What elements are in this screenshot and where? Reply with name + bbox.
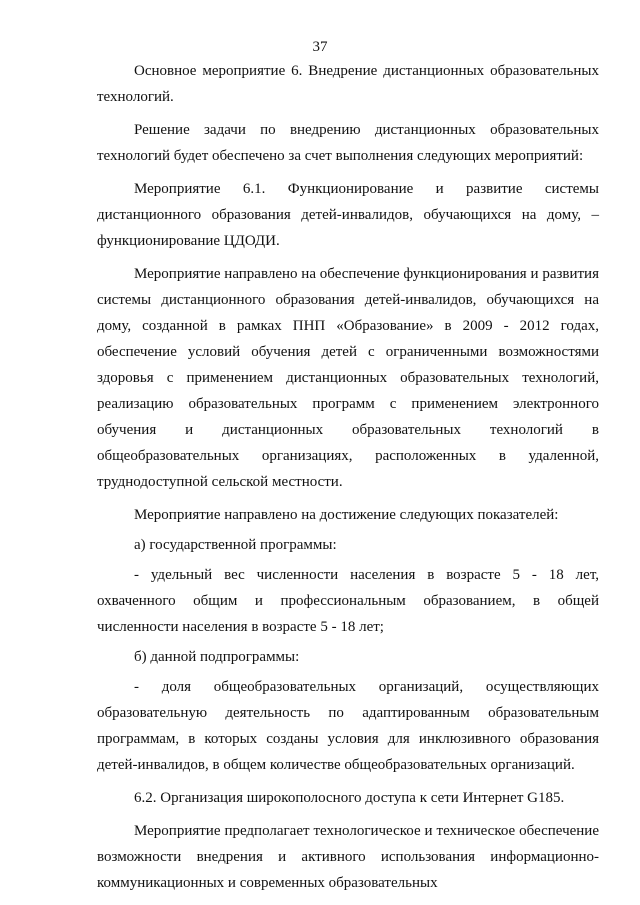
list-item-state-program: а) государственной программы: xyxy=(134,537,337,553)
paragraph-task-solution: Решение задачи по внедрению дистанционных образовательных технологий будет обеспечено за счет выполнения следующих мероприятий: xyxy=(97,122,599,164)
paragraph-activity-6-2: Мероприятие предполагает технологическое и техническое обеспечение возможности внедрения и активного использования информационно-коммуникационных и современных образовательных xyxy=(97,823,599,891)
list-item-subprogram: б) данной подпрограммы: xyxy=(134,649,300,665)
paragraph-activity-6-1: Мероприятие 6.1. Функционирование и развитие системы дистанционного образования детей-инвалидов, обучающихся на дому, – функционирование ЦДОДИ. xyxy=(97,181,599,249)
page-number: 37 xyxy=(312,39,328,55)
list-item-indicator-population: - удельный вес численности населения в возрасте 5 - 18 лет, охваченного общим и профессиональным образованием, в общей численности населения в возрасте 5 - 18 лет; xyxy=(97,567,599,635)
page-body xyxy=(97,58,599,896)
list-item-indicator-organizations: - доля общеобразовательных организаций, осуществляющих образовательную деятельность по адаптированным образовательным программам, в которых созданы условия для инклюзивного образования детей-инвалидов, в общем количестве общеобразовательных организаций. xyxy=(97,679,599,773)
heading-activity-6-2: 6.2. Организация широкополосного доступа к сети Интернет G185. xyxy=(134,790,565,806)
paragraph-indicators-intro: Мероприятие направлено на достижение следующих показателей: xyxy=(134,507,559,523)
heading-activity-6: Основное мероприятие 6. Внедрение дистанционных образовательных технологий. xyxy=(97,63,599,105)
paragraph-activity-purpose: Мероприятие направлено на обеспечение функционирования и развития системы дистанционного образования детей-инвалидов, обучающихся на дому, созданной в рамках ПНП «Образование» в 2009 - 2012 годах, обеспечение условий обучения детей с ограниченными возможностями здоровья с применением дистанционных образовательных технологий, реализацию образовательных программ с применением электронного обучения и дистанционных образовательных технологий в общеобразовательных организациях, расположенных в удаленной, труднодоступной сельской местности. xyxy=(97,266,599,490)
